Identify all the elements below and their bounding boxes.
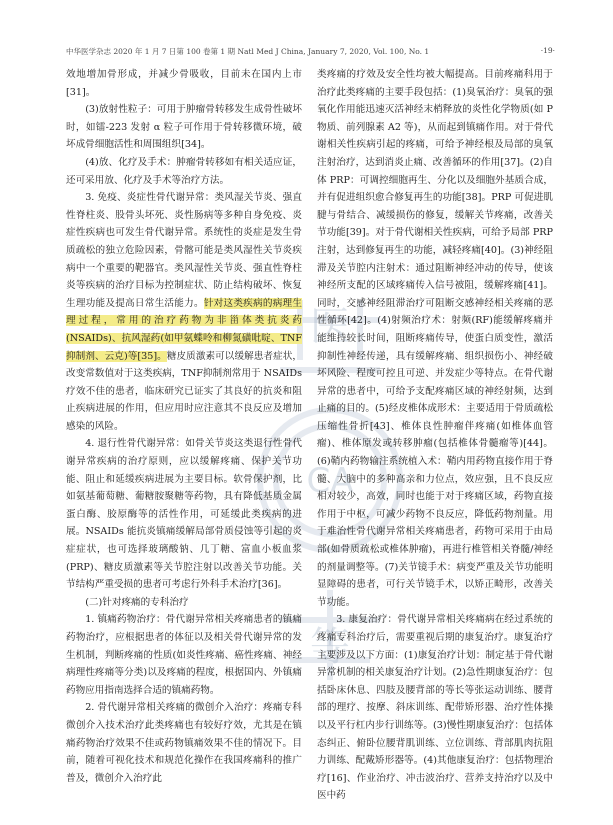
page-number: ·19· — [540, 46, 555, 55]
paragraph — [66, 154, 302, 189]
paragraph — [66, 101, 302, 154]
right-text-column — [317, 66, 553, 805]
paragraph-text: 3. 康复治疗：骨代谢异常相关疼痛病在经过系统的疼痛专科治疗后，需要重视后期的康复治疗。康复治疗主要涉及以下方面：(1)康复治疗计划：制定基于骨代谢异常机制的相关康复治疗计划。(2)急性期康复治疗：包括卧床休息、四肢及腰背部的等长等张运动训练、腰背部的理疗、按摩、斜床训练、配带矫形器、治疗性体操以及平行杠内步行训练等。(3)慢性期康复治疗：包括体态纠正、俯卧位腰背肌训练、立位训练、背部肌肉抗阻力训练、配戴矫形器等。(4)其他康复治疗：包括物理治疗[16]、作业治疗、冲击波治疗、营养支持治疗以及中医中药 — [317, 614, 553, 802]
highlighted-text: 针对这类疾病的病理生理过程，常用的治疗药物为非甾体类抗炎药(NSAIDs)、抗风湿药(如甲氨蝶呤和柳氮磺吡啶、TNF抑制剂、云克)等[35]。 — [66, 297, 302, 362]
paragraph — [66, 189, 302, 435]
paragraph-text: 类疼痛的疗效及安全性均被大幅提高。目前疼痛科用于治疗此类疼痛的主要手段包括：(1)臭氧治疗：臭氧的强氧化作用能迅速灭活神经末梢释放的炎性化学物质(如 P 物质、前列腺素 A2 等)，从而起到镇痛作用。对于骨代谢相关性疾病引起的疼痛，可给予神经根及局部的臭氧注射治疗，达到消炎止痛、改善循环的作用[37]。(2)自体 PRP：可调控细胞再生、分化以及细胞外基质合成，并有促进组织愈合修复再生的功能[38]。PRP 可促进肌腱与骨结合、减缓损伤的修复，缓解关节疼痛，改善关节功能[39]。对于骨代谢相关性疾病，可给予局部 PRP 注射，达到修复再生的功能，减轻疼痛[40]。(3)神经阻滞及关节腔内注射术：通过阻断神经冲动的传导，使该神经所支配的区域疼痛传入信号被阻，缓解疼痛[41]。同时，交感神经阻滞治疗可阻断交感神经相关疼痛的恶性循环[42]。(4)射频治疗术：射频(RF)能缓解疼痛并能维持较长时间，阻断疼痛传导，使蛋白质变性，激活抑制性神经传递，具有缓解疼痛、组织损伤小、神经破坏风险、程度可控且可逆、并发症少等特点。在骨代谢异常的患者中，可给予支配疼痛区域的神经射频，达到止痛的目的。(5)经皮椎体成形术：主要适用于骨质疏松压缩性骨折[43]、椎体良性肿瘤伴疼痛(如椎体血管瘤)、椎体原发或转移肿瘤(包括椎体骨髓瘤等)[44]。(6)鞘内药物输注系统植入术：鞘内用药物直接作用于脊髓、大脑中的多种高亲和力位点，效应强，且不良反应相对较少，高效，同时也能于对于疼痛区域，药物直接作用于中枢，可减少药物不良反应，降低药物剂量。用于难治性骨代谢异常相关疼痛患者，药物可采用于由局部(如骨质疏松或椎体肿瘤)，再进行椎管相关脊髓/神经的剂量调整等。(7)关节镜手术：病变严重及关节功能明显障碍的患者，可行关节镜手术，以矫正畸形，改善关节功能。 — [317, 69, 553, 608]
paragraph-text: 3. 免疫、炎症性骨代谢异常：类风湿关节炎、强直性脊柱炎、股骨头坏死、炎性肠病等多种自身免疫、炎症性疾病也可发生骨代谢异常。系统性的炎症是发生骨质疏松的独立危险因素，骨髂可能是类风湿性关节炎疾病中一个重要的靶器官。类风湿性关节炎、强直性脊柱炎等疾病的治疗目标为控制症状、防止结构破坏、恢复生理功能及提高日常生活能力。 — [66, 192, 302, 309]
paragraph-text: 1. 镇痛药物治疗：骨代谢异常相关疼痛患者的镇痛药物治疗，应根据患者的体征以及相关骨代谢异常的发生机制，判断疼痛的性质(如炎性疼痛、癌性疼痛、神经病理性疼痛等分类)以及疼痛的程度，根据国内、外镇痛药物应用指南选择合适的镇痛药物。 — [66, 614, 302, 696]
paragraph — [66, 611, 302, 699]
paragraph — [66, 594, 302, 612]
left-text-column — [66, 66, 302, 787]
watermark-glyph: 等 — [310, 624, 350, 670]
paragraph — [66, 435, 302, 593]
paragraph — [66, 699, 302, 787]
paragraph-text: 4. 退行性骨代谢异常：如骨关节炎这类退行性骨代谢异常疾病的治疗原则，应以缓解疼痛、保护关节功能、阻止和延缓疾病进展为主要目标。软骨保护剂，比如氨基葡萄糖、葡糖胺聚糖等药物，具有降低基质金属蛋白酶、胶原酶等的活性作用，可延缓此类疾病的进展。NSAIDs 能抗炎镇痛缓解局部骨质侵蚀等引起的炎症症状，也可选择玻璃酸钠、几丁糖、富血小板血浆(PRP)、糖皮质激素等关节腔注射以改善关节功能。关节结构严重受损的患者可考虑行外科手术治疗[36]。 — [66, 438, 302, 591]
running-header — [66, 46, 555, 60]
watermark-glyph: CA — [306, 461, 354, 501]
paragraph — [317, 611, 553, 805]
paragraph-text: 2. 骨代谢异常相关疼痛的微创介入治疗：疼痛专科微创介入技术治疗此类疼痛也有较好疗效，尤其是在镇痛药物治疗效果不佳或药物镇痛效果不佳的情况下。目前，随着可视化技术和规范化操作在我国疼痛科的推广普及，微创介入治疗此 — [66, 702, 302, 784]
journal-citation: 中华医学杂志 2020 年 1 月 7 日第 100 卷第 1 期 Natl Med J China, January 7, 2020, Vol. 100, No. 1 — [66, 47, 430, 56]
paragraph — [317, 66, 553, 611]
paragraph-text: (3)放射性粒子：可用于肿瘤骨转移发生成骨性破坏时，如镭-223 发射 α 粒子可作用于骨转移微环境，破坏成骨细胞活性和周围组织[34]。 — [66, 104, 302, 151]
paragraph-text: (4)放、化疗及手术：肿瘤骨转移如有相关适应证，还可采用放、化疗及手术等治疗方法。 — [66, 156, 302, 186]
paragraph — [66, 66, 302, 101]
paragraph-text: 糖皮质激素可以缓解患者症状，改变常数值对于这类疾病，TNF抑制剂常用于 NSAIDs 疗效不佳的患者，临床研究已证实了其良好的抗炎和阻止疾病进展的作用，但应用时应注意其不良反应及增加感染的风险。 — [66, 350, 303, 432]
watermark-glyph: 医 — [310, 304, 350, 350]
paragraph-text: 效地增加骨形成，并减少骨吸收，目前未在国内上市[31]。 — [66, 69, 302, 98]
paragraph-text: (二)针对疼痛的专科治疗 — [85, 596, 189, 608]
